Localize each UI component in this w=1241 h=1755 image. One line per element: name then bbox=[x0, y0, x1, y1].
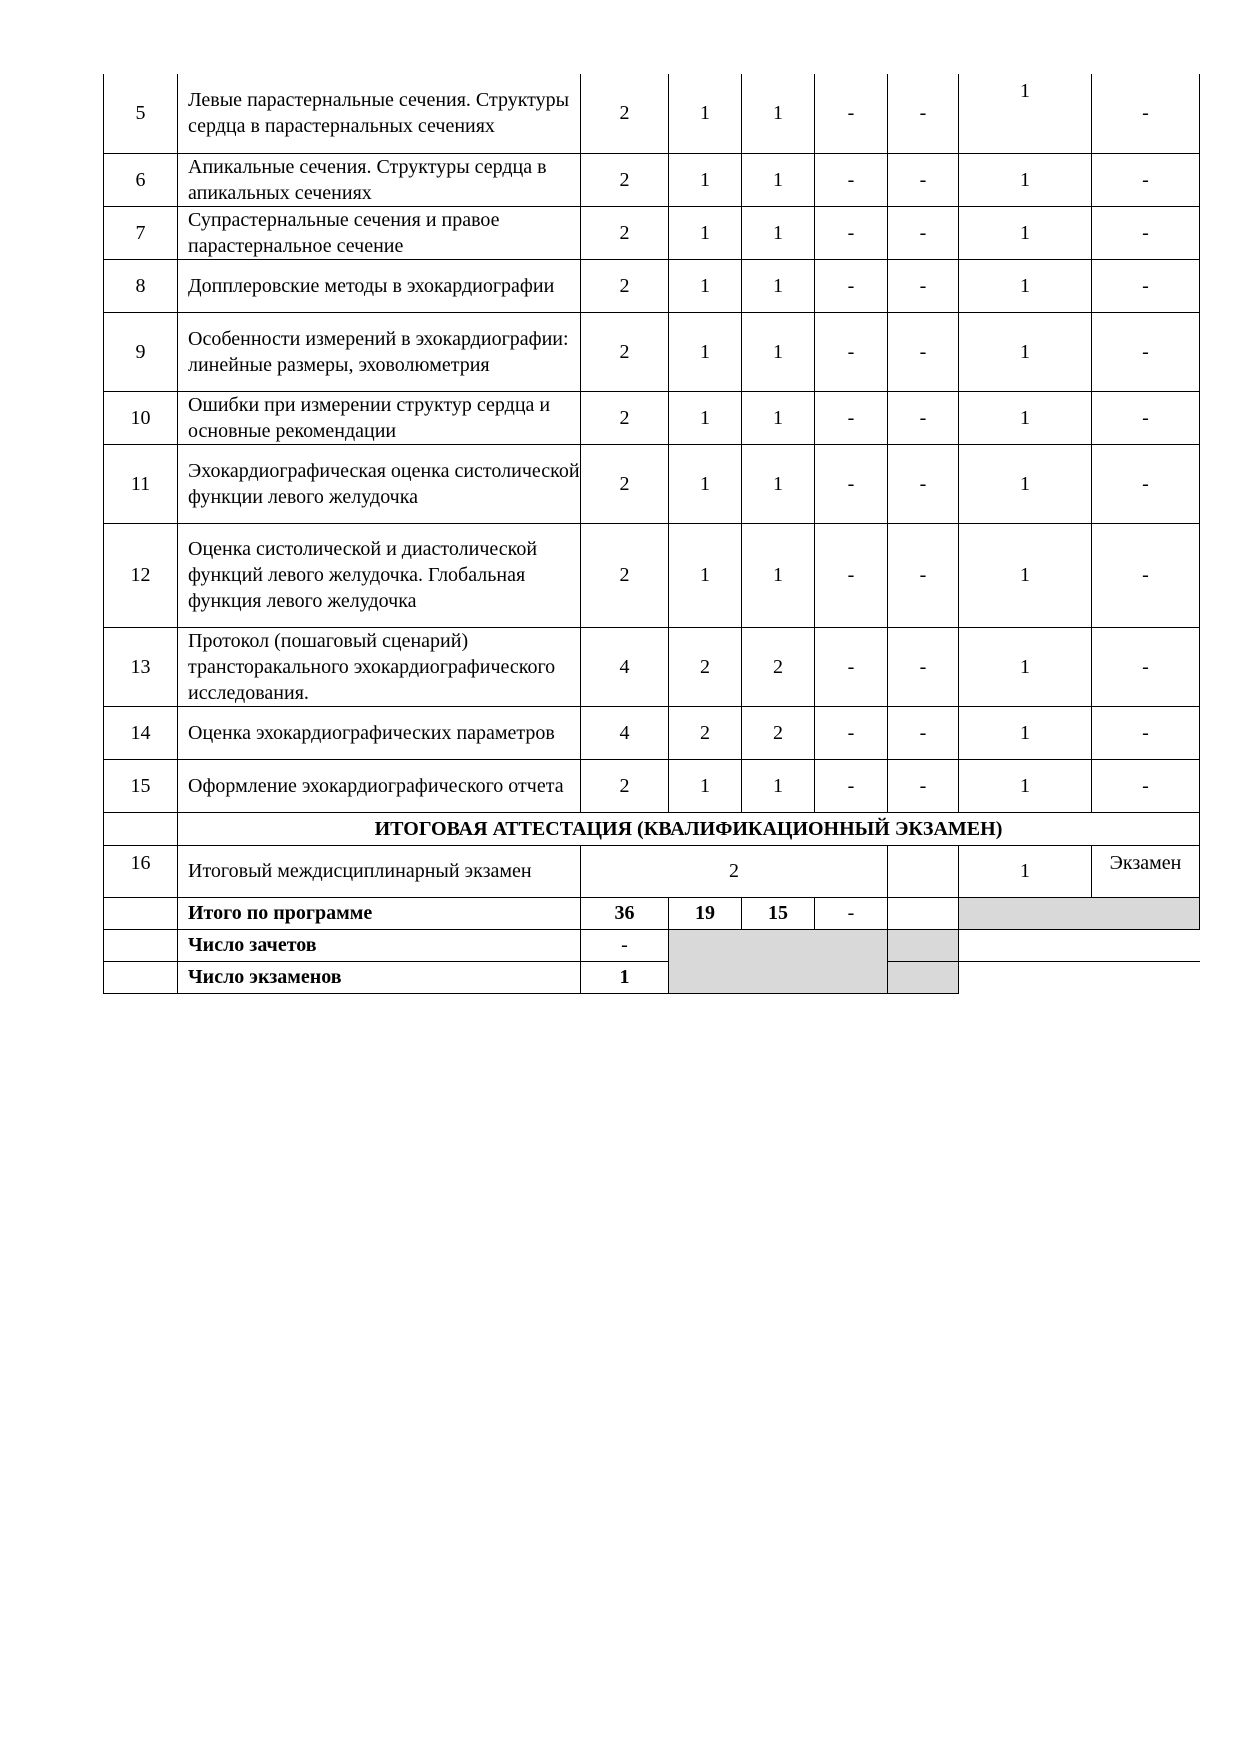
credits-blank-cell bbox=[959, 929, 1200, 961]
row-cell-c6: 1 bbox=[959, 312, 1092, 391]
credits-empty-cell bbox=[104, 929, 178, 961]
row-cell-c3: 1 bbox=[742, 444, 815, 523]
row-cell-c3: 1 bbox=[742, 259, 815, 312]
row-cell-c3: 1 bbox=[742, 312, 815, 391]
table-row bbox=[104, 206, 1200, 259]
row-cell-c7: - bbox=[1092, 206, 1200, 259]
row-number: 5 bbox=[104, 74, 178, 153]
final-attestation-heading: ИТОГОВАЯ АТТЕСТАЦИЯ (КВАЛИФИКАЦИОННЫЙ ЭКЗАМЕН) bbox=[178, 812, 1200, 845]
row-cell-c4: - bbox=[815, 759, 888, 812]
row-cell-c7: - bbox=[1092, 74, 1200, 153]
exam-row-form: Экзамен bbox=[1092, 845, 1200, 897]
row-cell-c2: 2 bbox=[669, 706, 742, 759]
row-cell-c1: 2 bbox=[581, 444, 669, 523]
totals-c4: - bbox=[815, 897, 888, 929]
exams-c5-shaded bbox=[888, 961, 959, 993]
exams-blank-cell bbox=[959, 961, 1200, 993]
row-cell-c7: - bbox=[1092, 523, 1200, 627]
exam-row-number: 16 bbox=[104, 845, 178, 897]
row-title: Оценка эхокардиографических параметров bbox=[178, 706, 581, 759]
row-cell-c3: 1 bbox=[742, 759, 815, 812]
row-cell-c3: 1 bbox=[742, 523, 815, 627]
row-cell-c7: - bbox=[1092, 259, 1200, 312]
credits-shaded-cell bbox=[669, 929, 888, 993]
row-cell-c2: 1 bbox=[669, 259, 742, 312]
exam-row-title: Итоговый междисциплинарный экзамен bbox=[178, 845, 581, 897]
table-row bbox=[104, 259, 1200, 312]
row-cell-c7: - bbox=[1092, 312, 1200, 391]
row-cell-c7: - bbox=[1092, 627, 1200, 706]
credits-c5-shaded bbox=[888, 929, 959, 961]
totals-empty-cell bbox=[104, 897, 178, 929]
row-cell-c5: - bbox=[888, 706, 959, 759]
row-title: Апикальные сечения. Структуры сердца в апикальных сечениях bbox=[178, 153, 581, 206]
row-cell-c7: - bbox=[1092, 153, 1200, 206]
row-title: Особенности измерений в эхокардиографии: линейные размеры, эховолюметрия bbox=[178, 312, 581, 391]
row-cell-c4: - bbox=[815, 74, 888, 153]
row-cell-c2: 1 bbox=[669, 312, 742, 391]
row-cell-c1: 4 bbox=[581, 627, 669, 706]
totals-c3: 15 bbox=[742, 897, 815, 929]
table-row bbox=[104, 523, 1200, 627]
row-cell-c7: - bbox=[1092, 706, 1200, 759]
row-number: 12 bbox=[104, 523, 178, 627]
row-cell-c4: - bbox=[815, 391, 888, 444]
exam-row bbox=[104, 845, 1200, 897]
table-row bbox=[104, 706, 1200, 759]
row-title: Эхокардиографическая оценка систолической функции левого желудочка bbox=[178, 444, 581, 523]
row-number: 15 bbox=[104, 759, 178, 812]
table-row bbox=[104, 153, 1200, 206]
row-cell-c2: 1 bbox=[669, 444, 742, 523]
exams-label: Число экзаменов bbox=[178, 961, 581, 993]
row-number: 10 bbox=[104, 391, 178, 444]
row-title: Допплеровские методы в эхокардиографии bbox=[178, 259, 581, 312]
row-cell-c5: - bbox=[888, 391, 959, 444]
row-title: Ошибки при измерении структур сердца и основные рекомендации bbox=[178, 391, 581, 444]
final-heading-row bbox=[104, 812, 1200, 845]
row-cell-c4: - bbox=[815, 206, 888, 259]
row-cell-c6: 1 bbox=[959, 706, 1092, 759]
row-cell-c5: - bbox=[888, 259, 959, 312]
row-cell-c2: 1 bbox=[669, 759, 742, 812]
row-cell-c1: 2 bbox=[581, 206, 669, 259]
row-cell-c4: - bbox=[815, 259, 888, 312]
row-cell-c5: - bbox=[888, 206, 959, 259]
row-cell-c5: - bbox=[888, 523, 959, 627]
totals-shaded-cell bbox=[959, 897, 1200, 929]
row-number: 9 bbox=[104, 312, 178, 391]
exams-value: 1 bbox=[581, 961, 669, 993]
table-row bbox=[104, 444, 1200, 523]
table-body bbox=[104, 74, 1200, 993]
row-cell-c7: - bbox=[1092, 759, 1200, 812]
row-cell-c6: 1 bbox=[959, 74, 1092, 153]
row-cell-c1: 2 bbox=[581, 153, 669, 206]
row-cell-c1: 2 bbox=[581, 523, 669, 627]
row-cell-c5: - bbox=[888, 627, 959, 706]
table-row bbox=[104, 759, 1200, 812]
row-cell-c2: 2 bbox=[669, 627, 742, 706]
row-cell-c5: - bbox=[888, 312, 959, 391]
row-cell-c6: 1 bbox=[959, 259, 1092, 312]
row-title: Оформление эхокардиографического отчета bbox=[178, 759, 581, 812]
row-cell-c3: 2 bbox=[742, 627, 815, 706]
credits-label: Число зачетов bbox=[178, 929, 581, 961]
curriculum-table bbox=[103, 74, 1200, 994]
row-cell-c2: 1 bbox=[669, 153, 742, 206]
totals-c1: 36 bbox=[581, 897, 669, 929]
row-cell-c1: 2 bbox=[581, 74, 669, 153]
row-cell-c6: 1 bbox=[959, 523, 1092, 627]
row-title: Супрастернальные сечения и правое парастернальное сечение bbox=[178, 206, 581, 259]
exam-row-hours: 2 bbox=[581, 845, 888, 897]
totals-c2: 19 bbox=[669, 897, 742, 929]
row-title: Протокол (пошаговый сценарий) трансторакального эхокардиографического исследования. bbox=[178, 627, 581, 706]
row-cell-c1: 4 bbox=[581, 706, 669, 759]
exam-row-empty-cell bbox=[888, 845, 959, 897]
row-cell-c5: - bbox=[888, 153, 959, 206]
table-row bbox=[104, 391, 1200, 444]
totals-row bbox=[104, 897, 1200, 929]
row-cell-c6: 1 bbox=[959, 444, 1092, 523]
row-cell-c2: 1 bbox=[669, 523, 742, 627]
row-cell-c2: 1 bbox=[669, 391, 742, 444]
row-cell-c6: 1 bbox=[959, 206, 1092, 259]
row-cell-c4: - bbox=[815, 523, 888, 627]
final-heading-empty-cell bbox=[104, 812, 178, 845]
exam-row-c6: 1 bbox=[959, 845, 1092, 897]
table-row bbox=[104, 627, 1200, 706]
row-cell-c5: - bbox=[888, 759, 959, 812]
row-cell-c4: - bbox=[815, 312, 888, 391]
row-cell-c7: - bbox=[1092, 444, 1200, 523]
row-cell-c6: 1 bbox=[959, 391, 1092, 444]
row-number: 14 bbox=[104, 706, 178, 759]
exams-row bbox=[104, 961, 1200, 993]
row-cell-c3: 2 bbox=[742, 706, 815, 759]
row-title: Оценка систолической и диастолической функций левого желудочка. Глобальная функция левого желудочка bbox=[178, 523, 581, 627]
row-cell-c4: - bbox=[815, 706, 888, 759]
table-row bbox=[104, 312, 1200, 391]
row-number: 6 bbox=[104, 153, 178, 206]
table-row bbox=[104, 74, 1200, 153]
totals-label: Итого по программе bbox=[178, 897, 581, 929]
credits-value: - bbox=[581, 929, 669, 961]
row-cell-c6: 1 bbox=[959, 153, 1092, 206]
row-number: 8 bbox=[104, 259, 178, 312]
row-cell-c1: 2 bbox=[581, 759, 669, 812]
row-cell-c1: 2 bbox=[581, 391, 669, 444]
row-cell-c6: 1 bbox=[959, 759, 1092, 812]
row-cell-c4: - bbox=[815, 153, 888, 206]
row-cell-c5: - bbox=[888, 444, 959, 523]
credits-row bbox=[104, 929, 1200, 961]
row-cell-c6: 1 bbox=[959, 627, 1092, 706]
row-number: 11 bbox=[104, 444, 178, 523]
row-cell-c4: - bbox=[815, 627, 888, 706]
row-cell-c3: 1 bbox=[742, 153, 815, 206]
exams-empty-cell bbox=[104, 961, 178, 993]
row-cell-c1: 2 bbox=[581, 259, 669, 312]
row-title: Левые парастернальные сечения. Структуры сердца в парастернальных сечениях bbox=[178, 74, 581, 153]
row-cell-c5: - bbox=[888, 74, 959, 153]
row-cell-c7: - bbox=[1092, 391, 1200, 444]
row-number: 7 bbox=[104, 206, 178, 259]
row-cell-c3: 1 bbox=[742, 206, 815, 259]
row-cell-c4: - bbox=[815, 444, 888, 523]
row-cell-c1: 2 bbox=[581, 312, 669, 391]
row-number: 13 bbox=[104, 627, 178, 706]
row-cell-c3: 1 bbox=[742, 74, 815, 153]
row-cell-c3: 1 bbox=[742, 391, 815, 444]
row-cell-c2: 1 bbox=[669, 206, 742, 259]
totals-c5-empty bbox=[888, 897, 959, 929]
row-cell-c2: 1 bbox=[669, 74, 742, 153]
